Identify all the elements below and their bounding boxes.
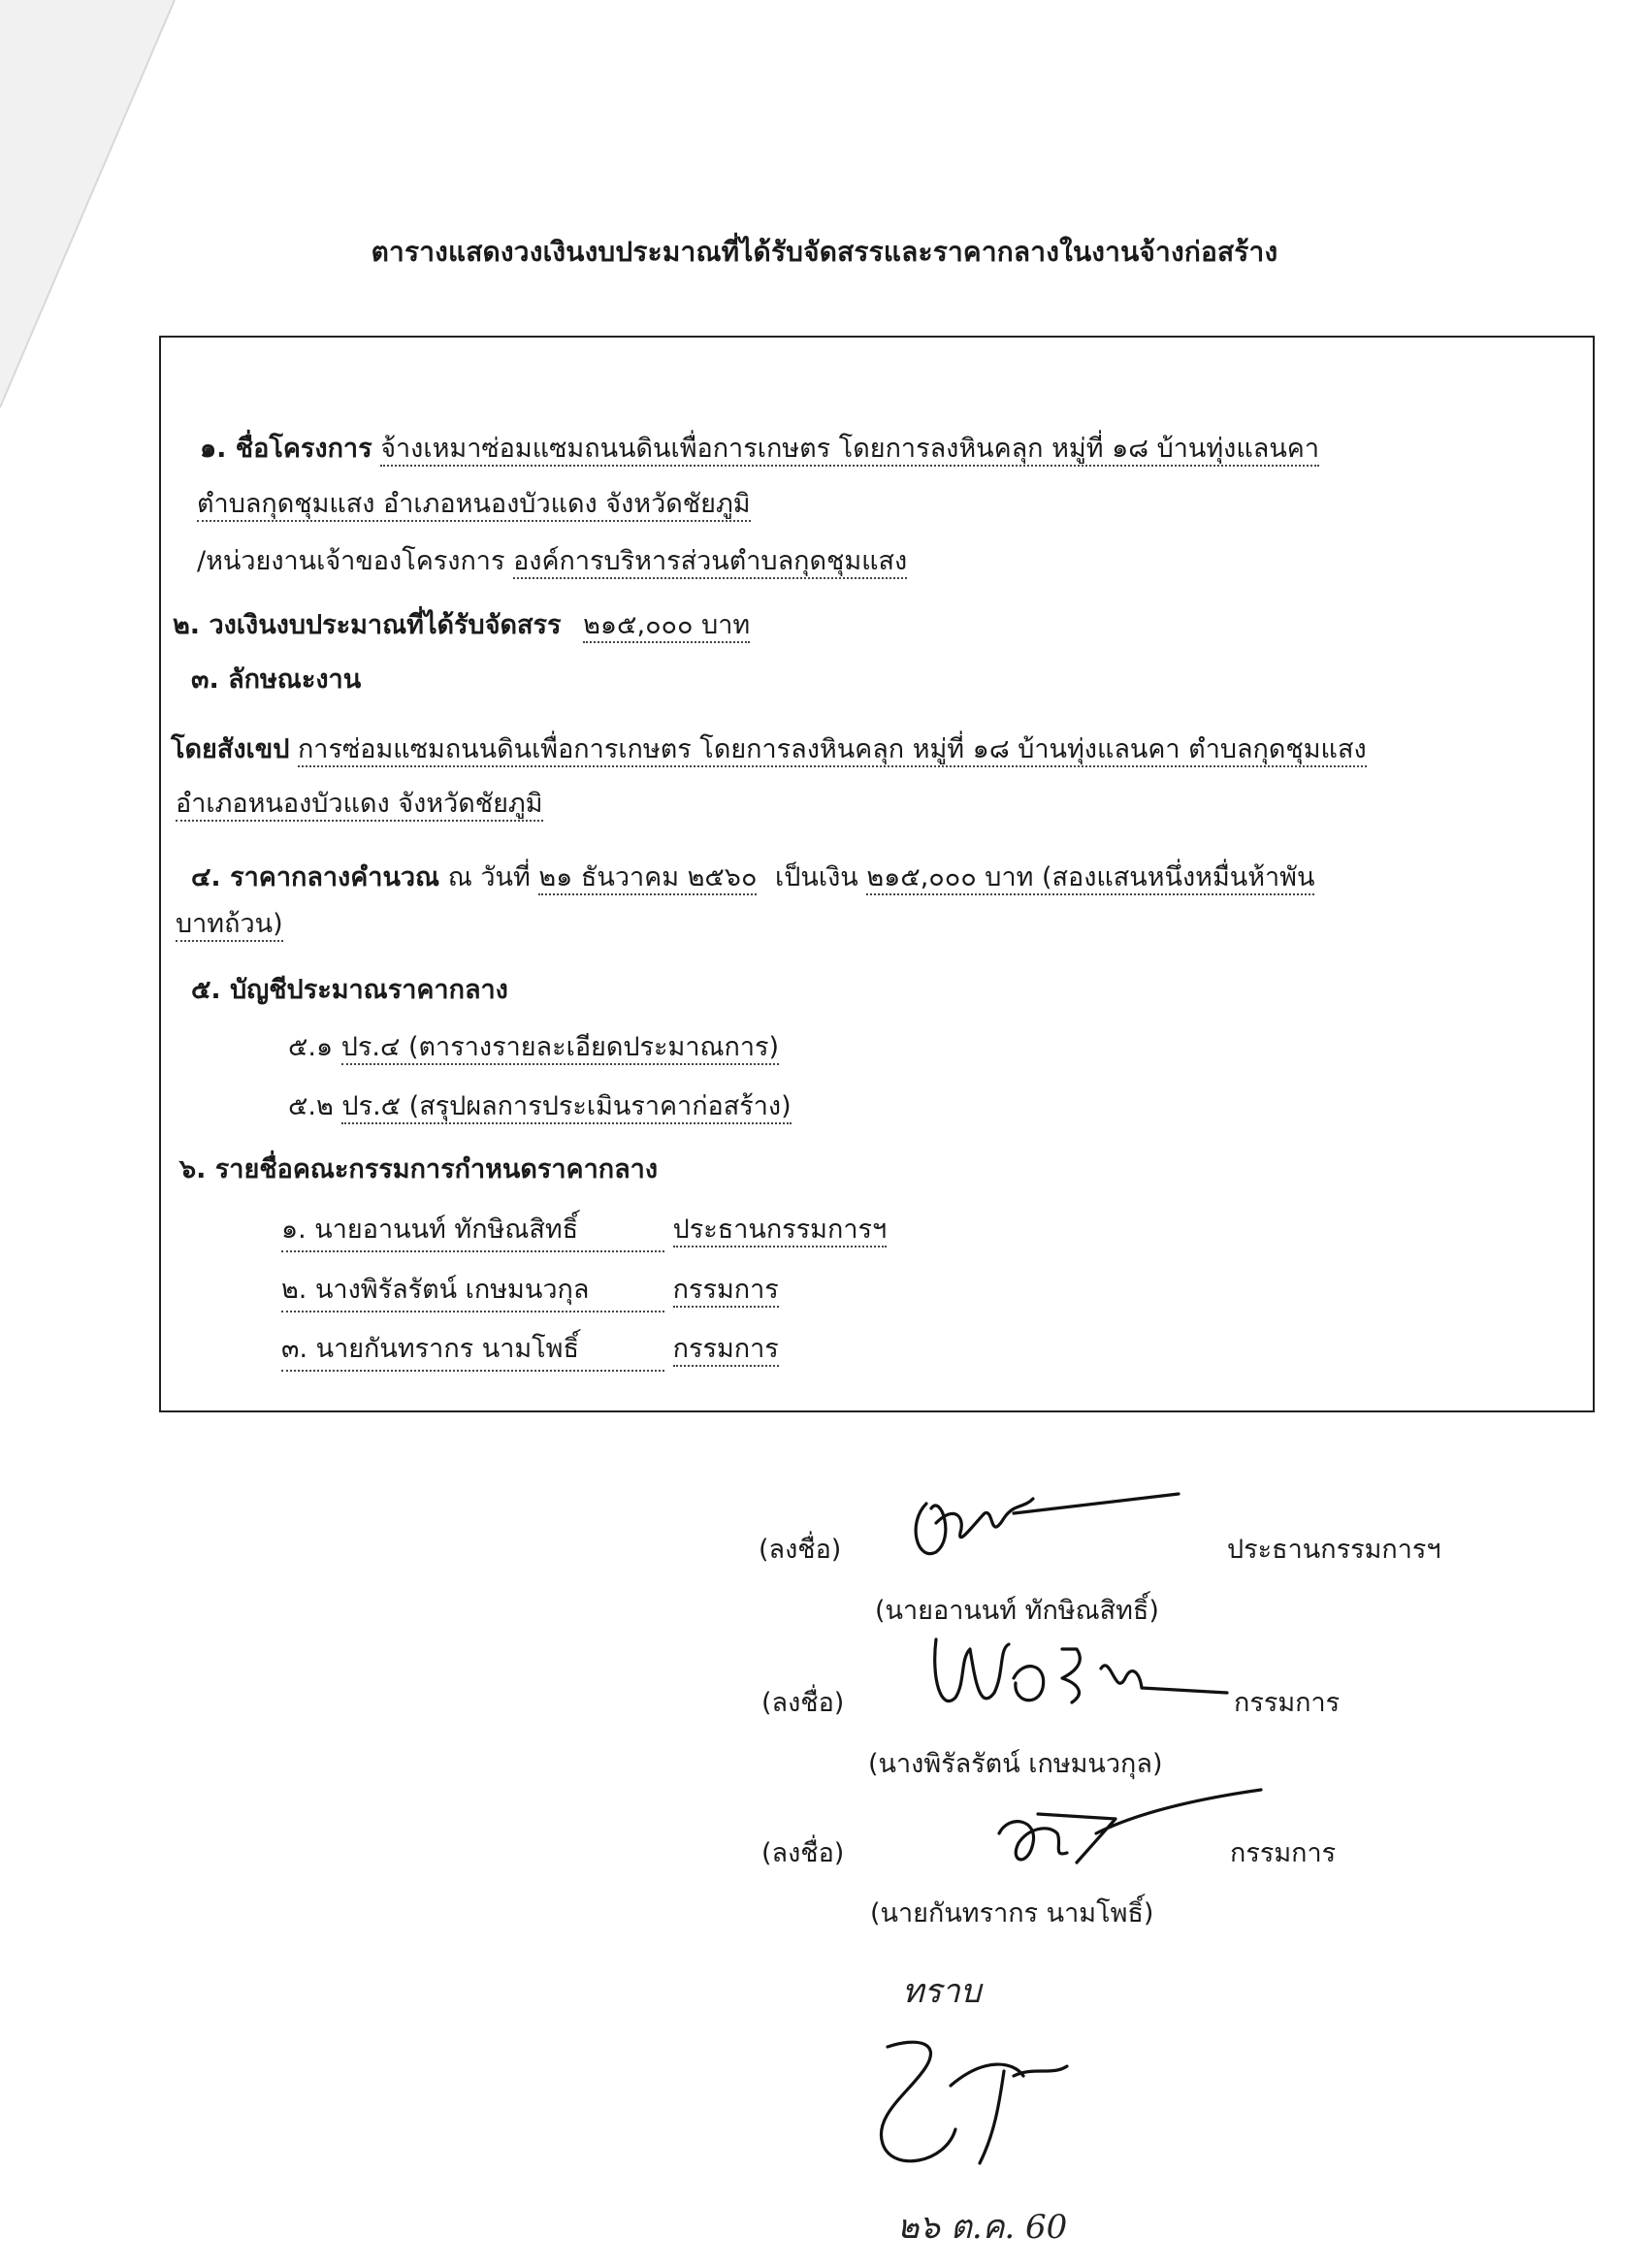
acknowledgement-note: ทราบ [902,1972,982,2011]
median-price-line [191,856,1314,897]
project-line-2 [197,482,751,524]
owner-label: /หน่วยงานเจ้าของโครงการ [197,546,505,576]
committee-label: ๖. รายชื่อคณะกรรมการกำหนดราคากลาง [179,1154,659,1184]
sign-role: กรรมการ [1234,1688,1341,1718]
sign-name: (นายอานนท์ ทักษิณสิทธิ์) [875,1596,1159,1626]
sign-name: (นางพิรัลรัตน์ เกษมนวกุล) [868,1749,1163,1779]
median-label: ๔. ราคากลางคำนวณ [191,862,440,892]
signature-1 [897,1465,1188,1581]
project-label: ๑. ชื่อโครงการ [200,434,372,464]
budget-label: ๒. วงเงินงบประมาณที่ได้รับจัดสรร [173,610,562,640]
summary-text-1: การซ่อมแซมถนนดินเพื่อการเกษตร โดยการลงหินคลุก หมู่ที่ ๑๘ บ้านทุ่งแลนคา ตำบลกุดชุมแสง [298,734,1367,767]
member-role: กรรมการ [673,1275,779,1308]
project-name-2: ตำบลกุดชุมแสง อำเภอหนองบัวแดง จังหวัดชัยภูมิ [197,489,751,522]
project-name-1: จ้างเหมาซ่อมแซมถนนดินเพื่อการเกษตร โดยการลงหินคลุก หมู่ที่ ๑๘ บ้านทุ่งแลนคา [380,434,1319,467]
acknowledgement-signature [858,2018,1111,2183]
sign-prefix: (ลงชื่อ) [759,1535,842,1565]
acknowledgement-date: ๒๖ ต.ค. 60 [897,2208,1068,2247]
item-number: ๕.๑ [288,1032,334,1062]
price-list-label: ๕. บัญชีประมาณราคากลาง [191,975,508,1005]
committee-member [281,1327,779,1372]
budget-line [173,603,750,645]
owner-value: องค์การบริหารส่วนตำบลกุดชุมแสง [513,546,907,579]
summary-label: โดยสังเขป [171,734,290,764]
committee-member [281,1268,779,1312]
project-line-1 [200,427,1319,469]
median-date: ๒๑ ธันวาคม ๒๕๖๐ [538,862,757,895]
signature-2 [917,1620,1246,1736]
budget-value: ๒๑๕,๐๐๐ บาท [583,610,750,643]
median-amount: ๒๑๕,๐๐๐ บาท (สองแสนหนึ่งหมื่นห้าพัน [866,862,1314,895]
item-text: ปร.๕ (สรุปผลการประเมินราคาก่อสร้าง) [341,1091,791,1124]
work-summary-line-2 [176,782,543,824]
signature-3 [980,1775,1271,1892]
member-name: ๑. นายอานนท์ ทักษิณสิทธิ์ [281,1208,664,1252]
amount-prefix: เป็นเงิน [775,862,858,892]
median-price-line-2 [176,902,283,944]
price-list-item [288,1085,792,1126]
member-role: ประธานกรรมการฯ [673,1215,888,1247]
item-number: ๕.๒ [288,1091,334,1121]
item-text: ปร.๔ (ตารางรายละเอียดประมาณการ) [341,1032,779,1065]
member-role: กรรมการ [673,1334,779,1367]
summary-text-2: อำเภอหนองบัวแดง จังหวัดชัยภูมิ [176,789,543,822]
sign-prefix: (ลงชื่อ) [761,1688,845,1718]
sign-role: ประธานกรรมการฯ [1227,1535,1441,1565]
project-owner-line [197,539,907,581]
member-name: ๒. นางพิรัลรัตน์ เกษมนวกุล [281,1268,664,1312]
sign-name: (นายกันทรากร นามโพธิ์) [870,1898,1154,1928]
work-summary-line-1 [171,728,1367,769]
date-prefix: ณ วันที่ [447,862,531,892]
work-label: ๓. ลักษณะงาน [191,664,362,695]
sign-prefix: (ลงชื่อ) [761,1838,845,1868]
median-amount-cont: บาทถ้วน) [176,909,283,942]
committee-member [281,1208,887,1252]
price-list-item [288,1025,779,1067]
page-title: ตารางแสดงวงเงินงบประมาณที่ได้รับจัดสรรและราคากลางในงานจ้างก่อสร้าง [371,236,1278,268]
member-name: ๓. นายกันทรากร นามโพธิ์ [281,1327,664,1372]
sign-role: กรรมการ [1230,1838,1337,1868]
